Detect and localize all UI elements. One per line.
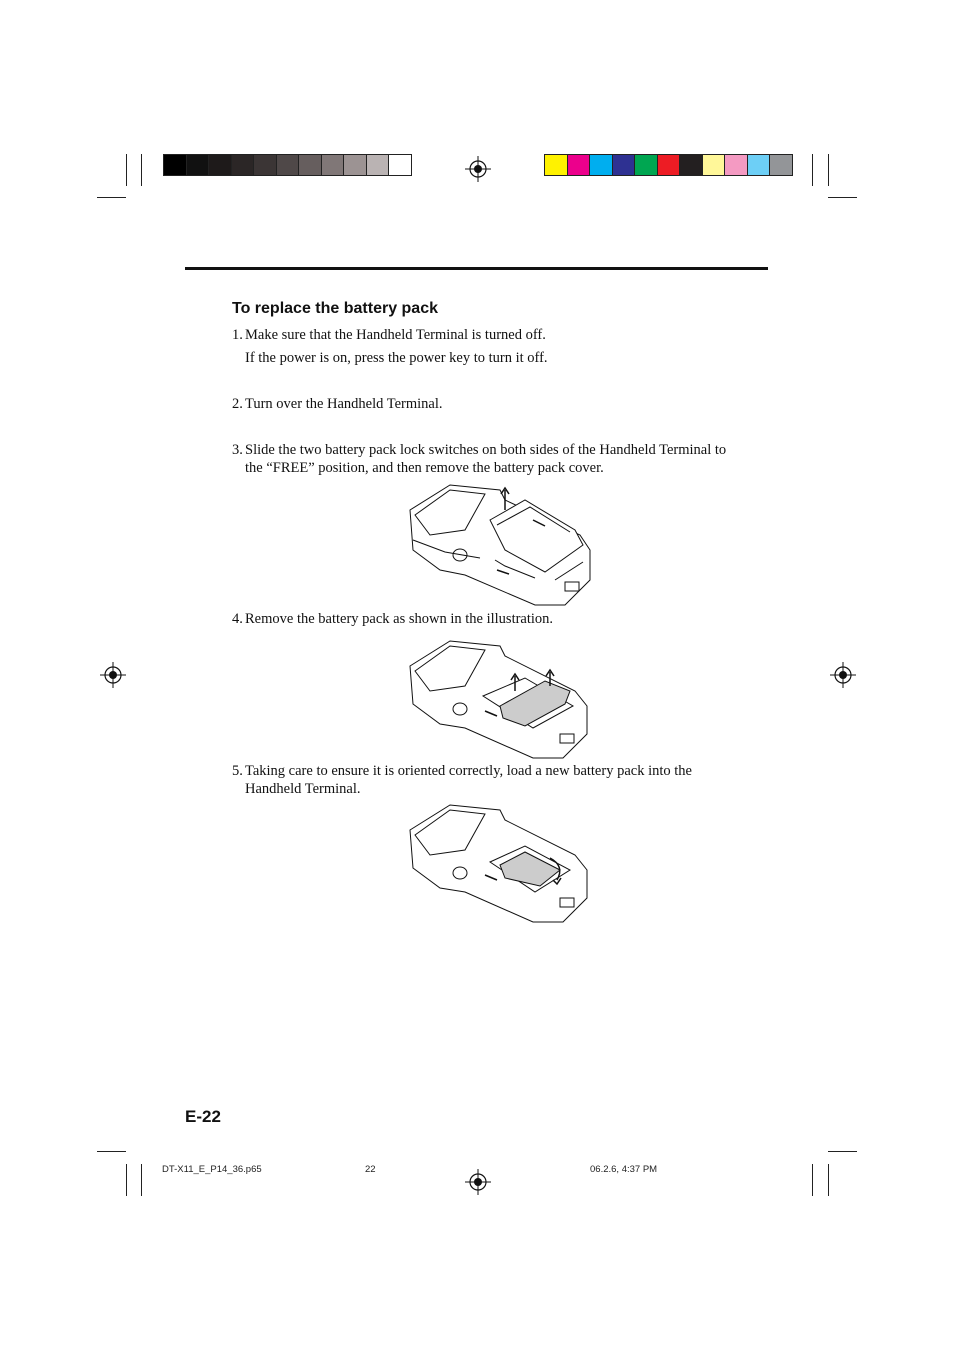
registration-mark-icon (465, 1169, 491, 1195)
color-swatch (769, 154, 793, 176)
page-number: E-22 (185, 1107, 221, 1126)
color-swatch (567, 154, 591, 176)
crop-mark (812, 154, 813, 186)
crop-mark (141, 1164, 142, 1196)
crop-mark (141, 154, 142, 186)
step-number: 1. (232, 327, 243, 343)
step-number: 2. (232, 396, 243, 412)
step-text: Remove the battery pack as shown in the illustration. (245, 611, 554, 627)
crop-mark (812, 1164, 813, 1196)
color-swatch (231, 154, 255, 176)
step-number: 4. (232, 611, 243, 627)
crop-mark (126, 1164, 127, 1196)
step-text: If the power is on, press the power key to turn it off. (245, 350, 548, 366)
crop-mark (828, 197, 857, 198)
section-heading: To replace the battery pack (232, 300, 438, 317)
step-3 (232, 441, 767, 477)
color-swatch (208, 154, 232, 176)
color-swatch (163, 154, 187, 176)
color-swatch (321, 154, 345, 176)
registration-mark-icon (465, 156, 491, 182)
step-4 (232, 610, 767, 628)
color-swatch (679, 154, 703, 176)
illustration-load-battery (405, 800, 595, 928)
color-swatch (702, 154, 726, 176)
crop-mark (828, 1164, 829, 1196)
step-text: the “FREE” position, and then remove the battery pack cover. (245, 460, 604, 476)
step-text: Make sure that the Handheld Terminal is turned off. (245, 327, 546, 343)
color-swatch (544, 154, 568, 176)
color-swatch (276, 154, 300, 176)
color-swatch (724, 154, 748, 176)
step-1 (232, 326, 767, 367)
color-swatch (186, 154, 210, 176)
registration-mark-icon (100, 662, 126, 688)
step-text: Handheld Terminal. (245, 781, 361, 797)
step-text: Turn over the Handheld Terminal. (245, 396, 443, 412)
step-2 (232, 395, 767, 413)
color-swatch (366, 154, 390, 176)
color-swatch (657, 154, 681, 176)
illustration-remove-cover (405, 480, 595, 610)
crop-mark (126, 154, 127, 186)
color-swatch (298, 154, 322, 176)
header-rule (185, 267, 768, 270)
step-5 (232, 762, 767, 798)
step-text: Slide the two battery pack lock switches on both sides of the Handheld Terminal to (245, 442, 727, 458)
crop-mark (97, 197, 126, 198)
crop-mark (828, 1151, 857, 1152)
color-swatch (388, 154, 412, 176)
footer-page: 22 (365, 1164, 376, 1175)
color-swatch (253, 154, 277, 176)
footer-date: 06.2.6, 4:37 PM (590, 1164, 658, 1175)
color-swatch (612, 154, 636, 176)
step-number: 3. (232, 442, 243, 458)
color-swatch (634, 154, 658, 176)
crop-mark (828, 154, 829, 186)
step-text: Taking care to ensure it is oriented correctly, load a new battery pack into the (245, 763, 692, 779)
step-number: 5. (232, 763, 243, 779)
registration-mark-icon (830, 662, 856, 688)
illustration-remove-battery (405, 636, 595, 764)
color-swatch (343, 154, 367, 176)
color-swatch (747, 154, 771, 176)
crop-mark (97, 1151, 126, 1152)
footer-filename: DT-X11_E_P14_36.p65 (162, 1164, 262, 1175)
color-swatch (589, 154, 613, 176)
